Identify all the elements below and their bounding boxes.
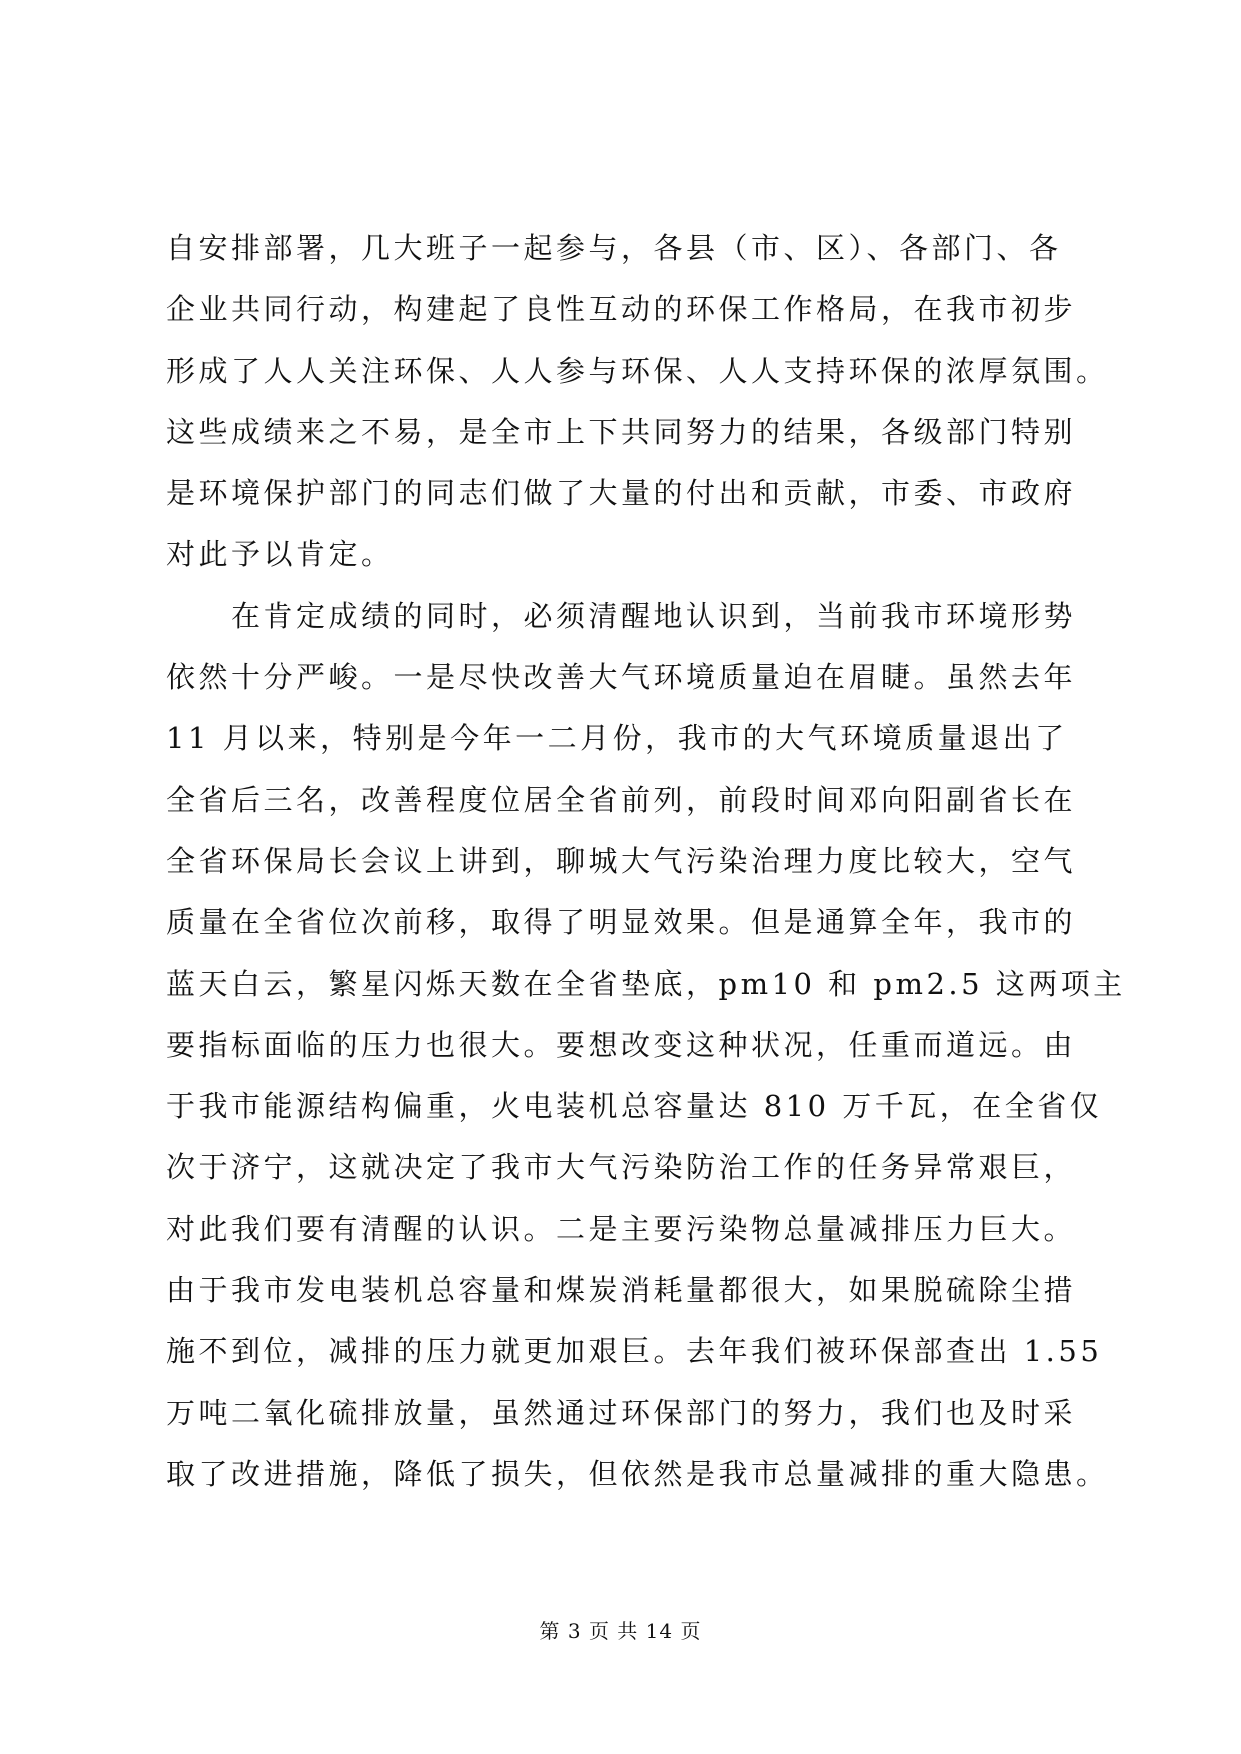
text-line: 质量在全省位次前移，取得了明显效果。但是通算全年，我市的	[166, 905, 1077, 940]
paragraph-2	[166, 598, 1126, 1519]
text-line: 对此我们要有清醒的认识。二是主要污染物总量减排压力巨大。	[166, 1211, 1077, 1246]
text-line: 在肯定成绩的同时，必须清醒地认识到，当前我市环境形势	[166, 598, 1077, 633]
paragraph-1	[166, 231, 1109, 600]
text-line: 自安排部署，几大班子一起参与，各县（市、区）、各部门、各	[166, 231, 1062, 265]
text-line: 万吨二氧化硫排放量，虽然通过环保部门的努力，我们也及时采	[166, 1395, 1077, 1430]
text-line: 是环境保护部门的同志们做了大量的付出和贡献，市委、市政府	[166, 476, 1077, 511]
page-footer	[0, 1615, 1241, 1644]
body-text	[166, 231, 1126, 1519]
text-line: 全省后三名，改善程度位居全省前列，前段时间邓向阳副省长在	[166, 782, 1077, 817]
text-line: 形成了人人关注环保、人人参与环保、人人支持环保的浓厚氛围。	[166, 353, 1109, 388]
text-line: 依然十分严峻。一是尽快改善大气环境质量迫在眉睫。虽然去年	[166, 660, 1077, 695]
page-number: 第 3 页 共 14 页	[539, 1619, 702, 1643]
text-line: 蓝天白云，繁星闪烁天数在全省垫底，pm10 和 pm2.5 这两项主	[166, 966, 1126, 1001]
text-line: 要指标面临的压力也很大。要想改变这种状况，任重而道远。由	[166, 1027, 1077, 1062]
text-line: 由于我市发电装机总容量和煤炭消耗量都很大，如果脱硫除尘措	[166, 1273, 1077, 1308]
text-line: 企业共同行动，构建起了良性互动的环保工作格局，在我市初步	[166, 292, 1077, 327]
text-line: 施不到位，减排的压力就更加艰巨。去年我们被环保部查出 1.55	[166, 1334, 1103, 1369]
text-line: 于我市能源结构偏重，火电装机总容量达 810 万千瓦，在全省仅	[166, 1089, 1103, 1124]
text-line: 这些成绩来之不易，是全市上下共同努力的结果，各级部门特别	[166, 414, 1077, 449]
text-line: 11 月以来，特别是今年一二月份，我市的大气环境质量退出了	[166, 721, 1068, 756]
text-line: 取了改进措施，降低了损失，但依然是我市总量减排的重大隐患。	[166, 1456, 1109, 1491]
text-line: 对此予以肯定。	[166, 537, 394, 572]
text-line: 全省环保局长会议上讲到，聊城大气污染治理力度比较大，空气	[166, 843, 1077, 878]
text-line: 次于济宁，这就决定了我市大气污染防治工作的任务异常艰巨，	[166, 1150, 1077, 1185]
